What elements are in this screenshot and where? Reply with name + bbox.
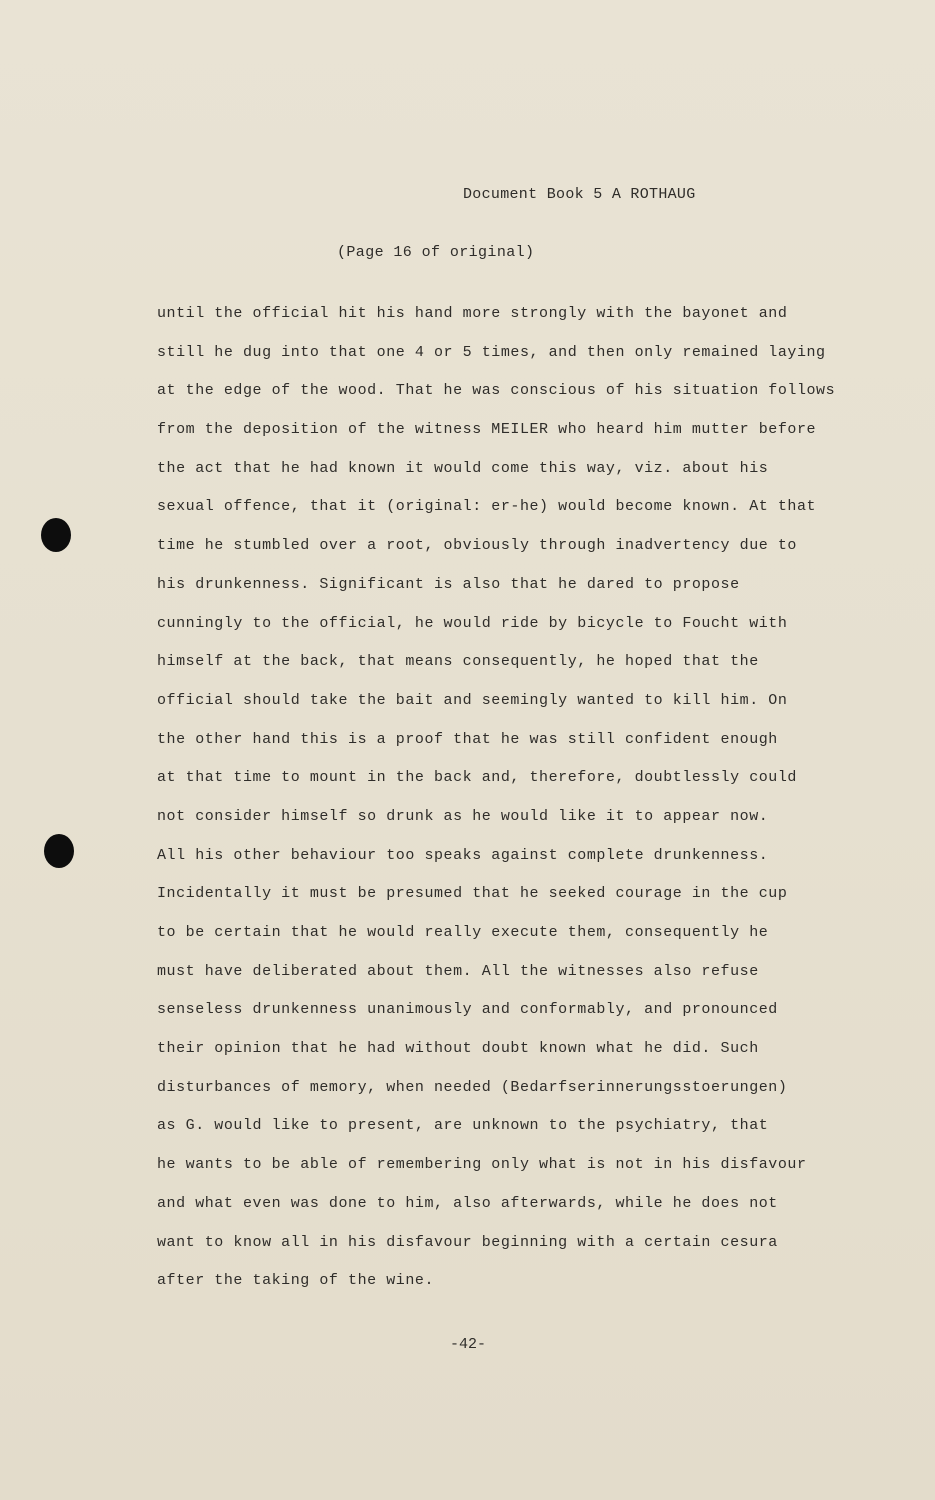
text-line: sexual offence, that it (original: er-he) would become known. At that [157,498,817,516]
text-line: until the official hit his hand more strongly with the bayonet and [157,305,788,322]
text-line: as G. would like to present, are unknown to the psychiatry, that [157,1117,769,1135]
text-line: at that time to mount in the back and, therefore, doubtlessly could [157,769,797,787]
text-line: the other hand this is a proof that he was still confident enough [157,730,778,748]
document-header: Document Book 5 A ROTHAUG [463,186,696,203]
text-line: All his other behaviour too speaks against complete drunkenness. [157,846,769,864]
text-line: cunningly to the official, he would ride by bicycle to Foucht with [157,614,788,632]
text-line: senseless drunkenness unanimously and conformably, and pronounced [157,1001,778,1019]
text-line: after the taking of the wine. [157,1272,434,1290]
text-line: not consider himself so drunk as he would like it to appear now. [157,807,769,825]
text-line: disturbances of memory, when needed (Bedarfserinnerungsstoerungen) [157,1078,788,1096]
text-line: and what even was done to him, also afterwards, while he does not [157,1194,778,1212]
text-line: their opinion that he had without doubt known what he did. Such [157,1040,759,1058]
text-line: himself at the back, that means consequently, he hoped that the [157,653,759,671]
text-line: still he dug into that one 4 or 5 times, and then only remained laying [157,343,826,361]
text-line: must have deliberated about them. All the witnesses also refuse [157,962,759,980]
text-line: to be certain that he would really execute them, consequently he [157,924,769,941]
text-line: at the edge of the wood. That he was conscious of his situation follows [157,382,836,400]
text-line: want to know all in his disfavour beginning with a certain cesura [157,1233,778,1251]
page-reference: (Page 16 of original) [337,244,535,261]
text-line: Incidentally it must be presumed that he seeked courage in the cup [157,885,788,903]
text-line: from the deposition of the witness MEILER who heard him mutter before [157,421,817,439]
text-line: he wants to be able of remembering only what is not in his disfavour [157,1156,807,1174]
text-line: his drunkenness. Significant is also that he dared to propose [157,575,740,593]
text-line: the act that he had known it would come this way, viz. about his [157,459,769,477]
punch-hole-bottom [44,834,74,868]
page-number: -42- [450,1336,487,1353]
punch-hole-top [41,518,71,552]
text-line: official should take the bait and seemingly wanted to kill him. On [157,691,788,709]
body-text [157,304,857,1310]
text-line: time he stumbled over a root, obviously through inadvertency due to [157,537,797,555]
